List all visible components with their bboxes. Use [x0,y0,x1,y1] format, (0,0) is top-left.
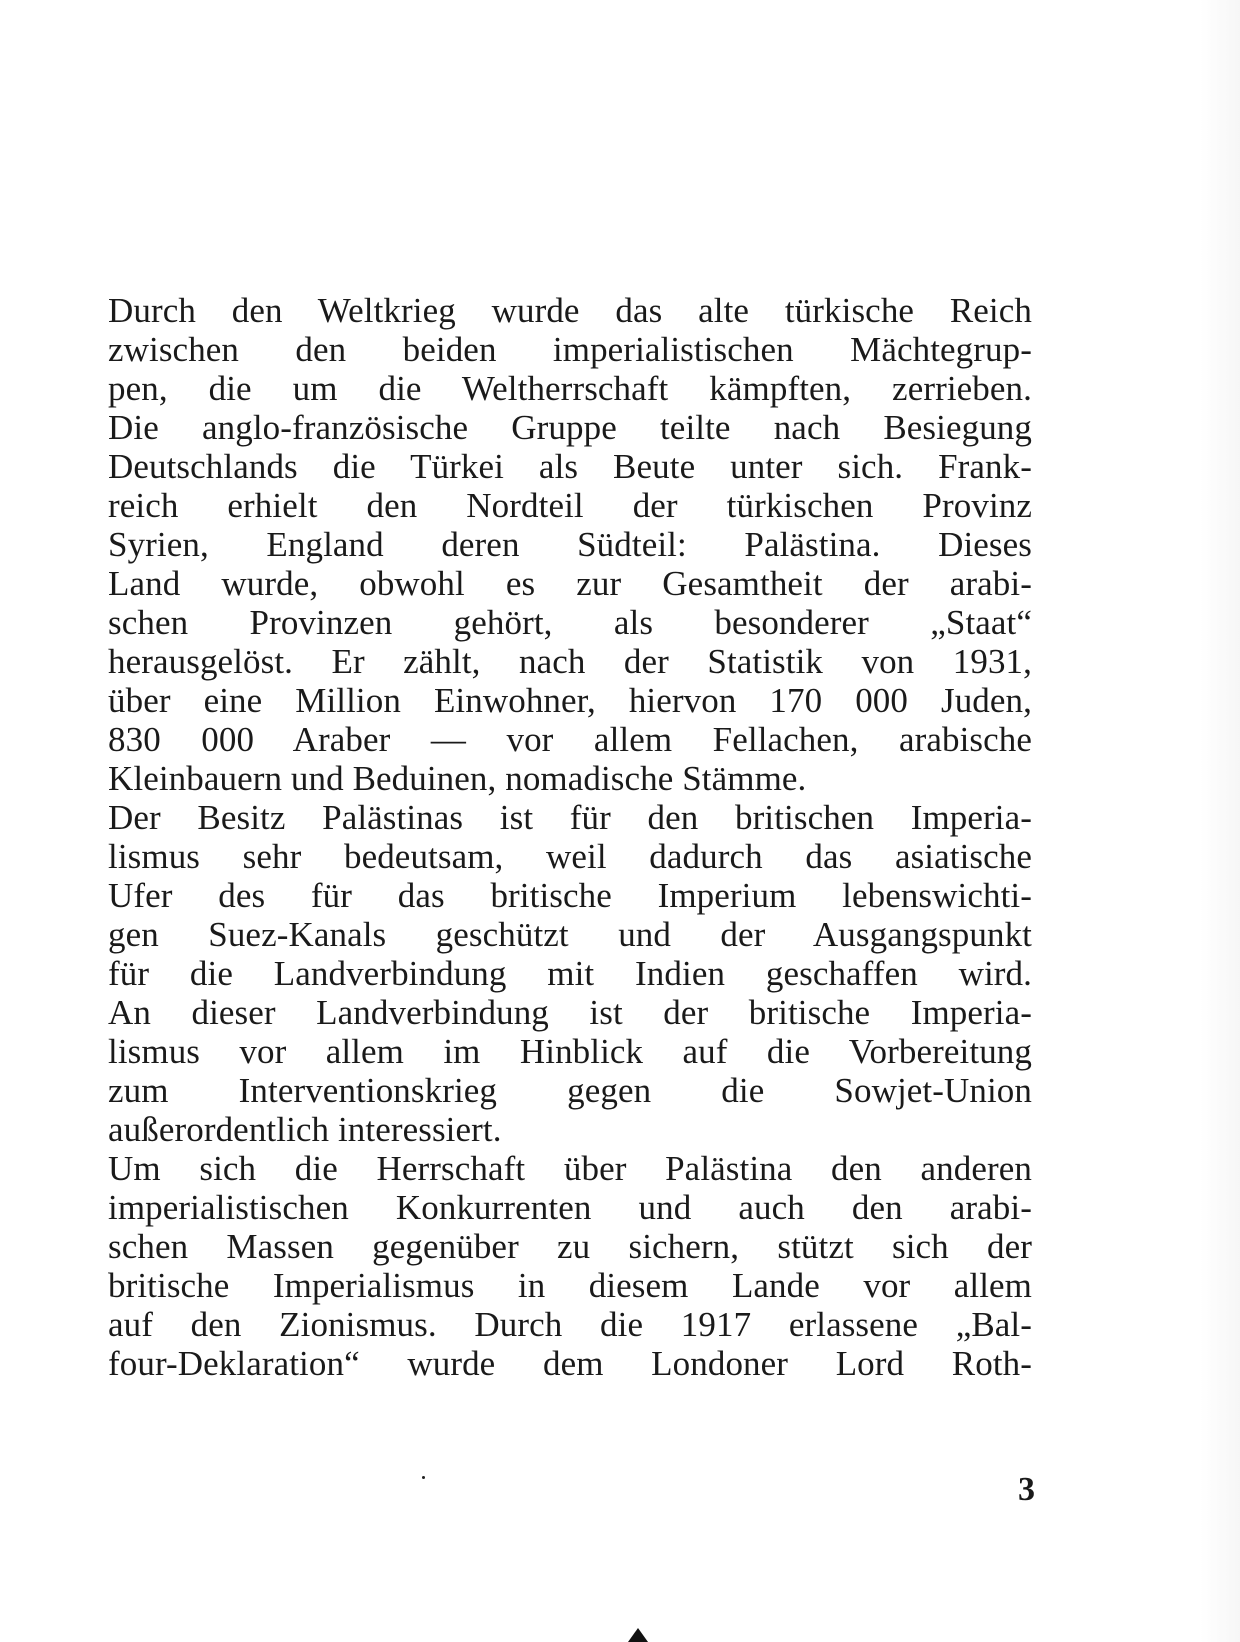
scan-artifact-mark [628,1628,648,1642]
text-line: four-Deklaration“ wurde dem Londoner Lord Roth- [108,1344,1032,1383]
text-line: Die anglo-französische Gruppe teilte nach Besiegung [108,408,1032,447]
text-line: herausgelöst. Er zählt, nach der Statistik von 1931, [108,642,1032,681]
dust-speck [422,1476,425,1479]
text-line: lismus sehr bedeutsam, weil dadurch das asiatische [108,837,1032,876]
body-text [108,291,1032,1383]
text-line: Land wurde, obwohl es zur Gesamtheit der arabi- [108,564,1032,603]
text-line: auf den Zionismus. Durch die 1917 erlassene „Bal- [108,1305,1032,1344]
text-line: Kleinbauern und Beduinen, nomadische Stämme. [108,759,807,798]
text-line: pen, die um die Weltherrschaft kämpften, zerrieben. [108,369,1032,408]
text-line: Der Besitz Palästinas ist für den britischen Imperia- [108,798,1032,837]
text-line: 830 000 Araber — vor allem Fellachen, arabische [108,720,1032,759]
text-line: Deutschlands die Türkei als Beute unter sich. Frank- [108,447,1032,486]
text-line: lismus vor allem im Hinblick auf die Vorbereitung [108,1032,1032,1071]
text-line: Syrien, England deren Südteil: Palästina. Dieses [108,525,1032,564]
text-line: schen Provinzen gehört, als besonderer „Staat“ [108,603,1032,642]
scan-edge-shadow [1200,0,1240,1642]
text-line: An dieser Landverbindung ist der britische Imperia- [108,993,1032,1032]
text-line: über eine Million Einwohner, hiervon 170 000 Juden, [108,681,1032,720]
text-line: Ufer des für das britische Imperium lebenswichti- [108,876,1032,915]
text-line: Durch den Weltkrieg wurde das alte türkische Reich [108,291,1032,330]
text-line: zwischen den beiden imperialistischen Mächtegrup- [108,330,1032,369]
text-line: reich erhielt den Nordteil der türkischen Provinz [108,486,1032,525]
text-line: für die Landverbindung mit Indien geschaffen wird. [108,954,1032,993]
text-line: imperialistischen Konkurrenten und auch den arabi- [108,1188,1032,1227]
text-line: Um sich die Herrschaft über Palästina den anderen [108,1149,1032,1188]
text-line: außerordentlich interessiert. [108,1110,502,1149]
page-number: 3 [1018,1471,1035,1508]
text-line: zum Interventionskrieg gegen die Sowjet-Union [108,1071,1032,1110]
text-line: schen Massen gegenüber zu sichern, stützt sich der [108,1227,1032,1266]
text-line: gen Suez-Kanals geschützt und der Ausgangspunkt [108,915,1032,954]
text-line: britische Imperialismus in diesem Lande vor allem [108,1266,1032,1305]
